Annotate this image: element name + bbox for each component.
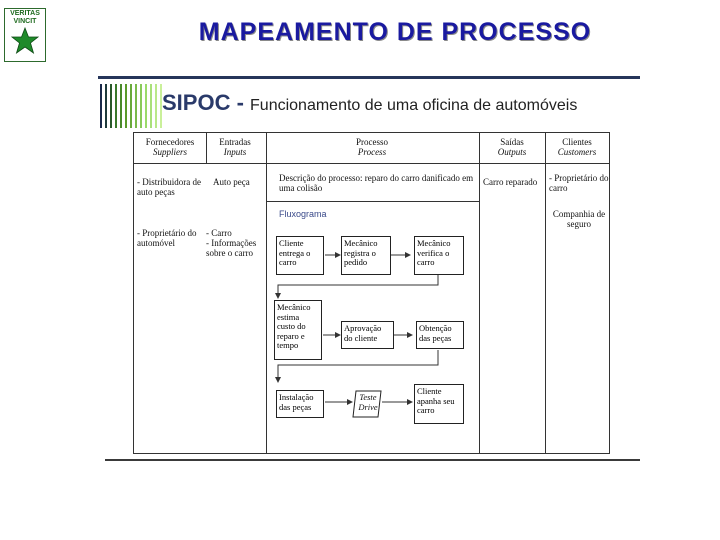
output-item: Carro reparado <box>483 177 538 187</box>
sipoc-prefix: SIPOC - <box>162 90 251 115</box>
header-inputs-en: Inputs <box>223 147 247 157</box>
logo-text-bottom: VINCIT <box>13 18 37 25</box>
header-process-en: Process <box>357 147 387 157</box>
bottom-divider <box>105 459 640 461</box>
header-process <box>266 137 478 157</box>
decorative-stripes <box>100 84 162 128</box>
header-customers-en: Customers <box>557 147 597 157</box>
sipoc-heading <box>162 90 577 116</box>
supplier-item: - Distribuidora de auto peças <box>137 177 201 197</box>
column-divider <box>545 132 546 454</box>
supplier-item: - Proprietário do automóvel <box>137 228 197 248</box>
top-divider <box>98 76 640 79</box>
flow-step-box: Mecânico verifica o carro <box>414 236 464 275</box>
header-outputs-en: Outputs <box>497 147 527 157</box>
header-customers <box>546 137 608 157</box>
flow-step-box: Obtenção das peças <box>416 321 464 349</box>
column-divider <box>479 132 480 454</box>
header-suppliers <box>134 137 206 157</box>
header-suppliers-en: Suppliers <box>152 147 187 157</box>
header-outputs-pt: Saídas <box>500 137 524 147</box>
header-inputs-pt: Entradas <box>219 137 251 147</box>
flow-step-box: Instalação das peças <box>276 390 324 418</box>
customer-item: - Proprietário do carro <box>549 173 609 193</box>
input-item: - Informações sobre o carro <box>206 238 257 258</box>
process-description: Descrição do processo: reparo do carro danificado em uma colisão <box>279 173 474 193</box>
header-outputs <box>480 137 544 157</box>
column-divider <box>206 132 207 164</box>
page-title: MAPEAMENTO DE PROCESSO <box>198 18 592 46</box>
header-suppliers-pt: Fornecedores <box>145 137 195 147</box>
flow-step-test-drive: Teste Drive <box>358 392 378 412</box>
star-icon <box>11 27 39 55</box>
flow-step-box: Cliente entrega o carro <box>276 236 324 275</box>
veritas-vincit-logo <box>4 8 46 62</box>
input-item: - Carro <box>206 228 232 238</box>
customer-item: Companhia de seguro <box>552 209 606 229</box>
flow-step-box <box>352 390 382 418</box>
input-item: Auto peça <box>213 177 250 187</box>
logo-text-top: VERITAS <box>10 10 40 17</box>
process-description-divider <box>266 201 479 202</box>
flow-step-box: Aprovação do cliente <box>341 321 394 349</box>
flowchart-label: Fluxograma <box>279 209 327 219</box>
flow-step-box: Cliente apanha seu carro <box>414 384 464 424</box>
sipoc-subtitle: Funcionamento de uma oficina de automóveis <box>250 97 578 114</box>
header-process-pt: Processo <box>356 137 388 147</box>
flow-arrow <box>278 275 438 298</box>
header-customers-pt: Clientes <box>562 137 592 147</box>
header-inputs <box>207 137 263 157</box>
flow-step-box: Mecânico registra o pedido <box>341 236 391 275</box>
flow-step-box: Mecânico estima custo do reparo e tempo <box>274 300 322 360</box>
